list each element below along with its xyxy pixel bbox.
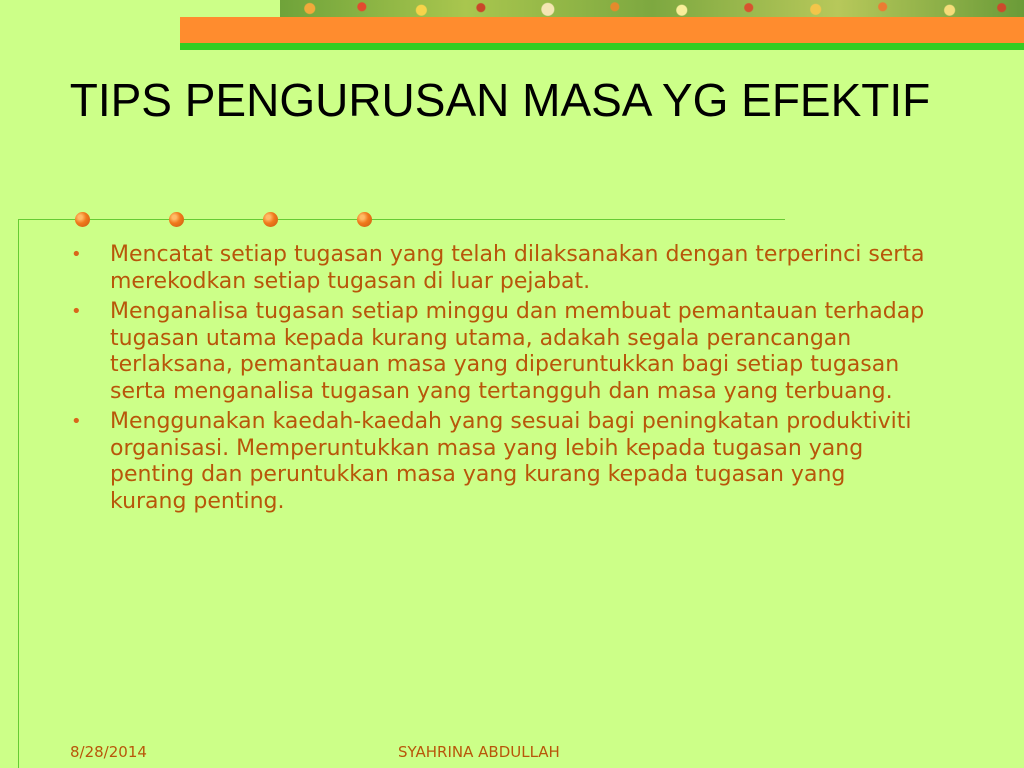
flower-photo-strip <box>280 0 1024 17</box>
bullet-list <box>66 242 926 519</box>
footer-author: SYAHRINA ABDULLAH <box>398 743 560 761</box>
horizontal-divider <box>18 219 785 220</box>
slide-title: TIPS PENGURUSAN MASA YG EFEKTIF <box>69 74 931 126</box>
decorative-dot-icon <box>75 212 90 227</box>
bullet-text: Mencatat setiap tugasan yang telah dilaksanakan dengan terperinci serta merekodkan setiap tugasan di luar pejabat. <box>110 242 925 294</box>
footer-date: 8/28/2014 <box>70 743 147 761</box>
bullet-item <box>66 299 926 405</box>
banner-green-bar <box>180 43 1024 50</box>
bullet-item <box>66 409 926 515</box>
bullet-dot-icon: • <box>71 411 82 432</box>
bullet-item <box>66 242 926 295</box>
banner-orange-bar <box>180 17 1024 43</box>
bullet-text: Menggunakan kaedah-kaedah yang sesuai bagi peningkatan produktiviti organisasi. Memperuntukkan masa yang lebih kepada tugasan yang penting dan peruntukkan masa yang kurang kepada tugasan yang kurang penting. <box>110 409 912 514</box>
bullet-dot-icon: • <box>71 301 82 322</box>
vertical-divider <box>18 219 19 768</box>
decorative-dot-icon <box>357 212 372 227</box>
decorative-dot-icon <box>263 212 278 227</box>
header-banner <box>180 0 1024 50</box>
bullet-dot-icon: • <box>71 244 82 265</box>
decorative-dot-icon <box>169 212 184 227</box>
bullet-text: Menganalisa tugasan setiap minggu dan membuat pemantauan terhadap tugasan utama kepada kurang utama, adakah segala perancangan terlaksana, pemantauan masa yang diperuntukkan bagi setiap tugasan serta menganalisa tugasan yang tertangguh dan masa yang terbuang. <box>110 299 925 404</box>
